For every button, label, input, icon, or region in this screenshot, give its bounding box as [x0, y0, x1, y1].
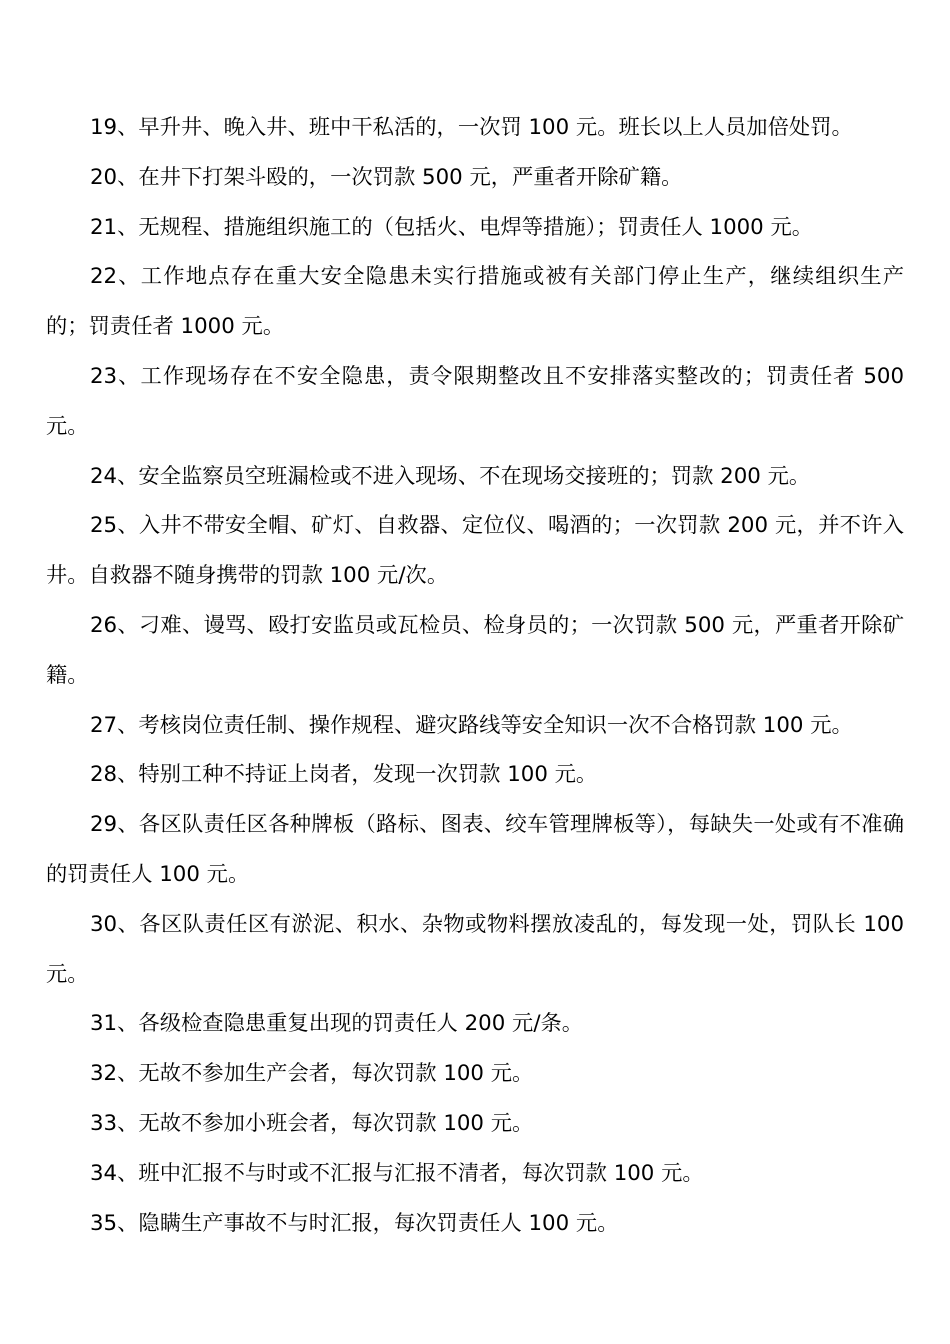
- clause-21: 21、无规程、措施组织施工的（包括火、电焊等措施）；罚责任人 1000 元。: [90, 214, 814, 240]
- clause-24: 24、安全监察员空班漏检或不进入现场、不在现场交接班的；罚款 200 元。: [90, 463, 811, 489]
- clause-19: 19、早升井、晚入井、班中干私活的，一次罚 100 元。班长以上人员加倍处罚。: [90, 115, 853, 140]
- clause-27: 27、考核岗位责任制、操作规程、避灾路线等安全知识一次不合格罚款 100 元。: [90, 712, 853, 738]
- clause-26: 26、刁难、谩骂、殴打安监员或瓦检员、检身员的；一次罚款 500 元，严重者开除矿籍。: [46, 612, 904, 688]
- clause-25: 25、入井不带安全帽、矿灯、自救器、定位仪、喝酒的；一次罚款 200 元，并不许入井。自救器不随身携带的罚款 100 元/次。: [46, 513, 904, 589]
- clause-32: 32、无故不参加生产会者，每次罚款 100 元。: [90, 1061, 534, 1087]
- clause-20: 20、在井下打架斗殴的，一次罚款 500 元，严重者开除矿籍。: [90, 164, 683, 190]
- clause-23: 23、工作现场存在不安全隐患，责令限期整改且不安排落实整改的；罚责任者 500 元。: [46, 363, 904, 439]
- clause-22: 22、工作地点存在重大安全隐患未实行措施或被有关部门停止生产，继续组织生产的；罚责任者 1000 元。: [46, 264, 904, 340]
- clause-35: 35、隐瞒生产事故不与时汇报，每次罚责任人 100 元。: [90, 1210, 619, 1236]
- clause-29: 29、各区队责任区各种牌板（路标、图表、绞车管理牌板等），每缺失一处或有不准确的罚责任人 100 元。: [46, 812, 904, 887]
- clause-30: 30、各区队责任区有淤泥、积水、杂物或物料摆放凌乱的，每发现一处，罚队长 100 元。: [46, 911, 904, 987]
- clause-34: 34、班中汇报不与时或不汇报与汇报不清者，每次罚款 100 元。: [90, 1160, 704, 1186]
- clause-31: 31、各级检查隐患重复出现的罚责任人 200 元/条。: [90, 1011, 584, 1037]
- clause-33: 33、无故不参加小班会者，每次罚款 100 元。: [90, 1110, 534, 1136]
- document-page: [46, 103, 904, 1248]
- clause-28: 28、特别工种不持证上岗者，发现一次罚款 100 元。: [90, 762, 598, 788]
